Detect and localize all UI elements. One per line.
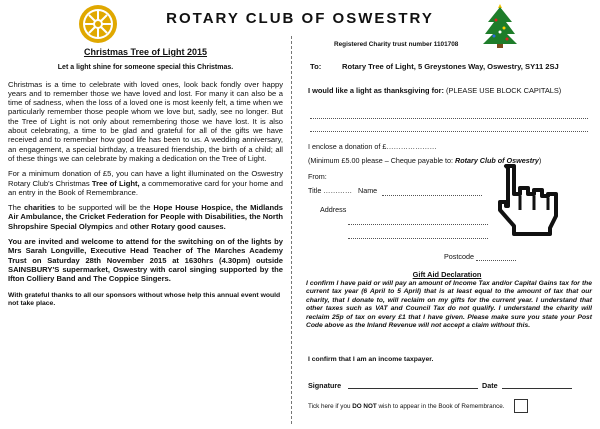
charities-paragraph: The charities to be supported will be the Hope House Hospice, the Midlands Air Ambulance, the Cricket Federation for People with Disabilities, the North Shropshire Special Olympics and other Rotary good causes. <box>8 203 283 231</box>
gift-aid-text: I confirm I have paid or will pay an amount of Income Tax and/or Capital Gains tax for the current tax year (6 April to 5 April) that is at least equal to the amount of tax that our charity, that I donate to, will reclaim on my gifts for the current year. I understand that other taxes such as VAT and Council Tax do not qualify. I understand the charity will reclaim 25p of tax on every £1 that I have given. Please make sure you state your Post Code above as the Inland Revenue will not accept a claim without this. <box>306 280 592 330</box>
charity-number: Registered Charity trust number 1101708 <box>334 41 459 48</box>
minimum-donation-note: (Minimum £5.00 please – Cheque payable to: Rotary Club of Oswestry) <box>308 156 542 165</box>
address-label: Address <box>320 205 347 214</box>
to-address: Rotary Tree of Light, 5 Greystones Way, Oswestry, SY11 2SJ <box>342 62 559 71</box>
gift-aid-title: Gift Aid Declaration <box>412 270 482 279</box>
donation-form <box>298 0 596 429</box>
remembrance-opt-out-label: Tick here if you DO NOT wish to appear in the Book of Remembrance. <box>308 403 505 410</box>
to-label: To: <box>310 62 322 71</box>
name-label: Name <box>358 186 378 195</box>
information-column <box>8 48 283 315</box>
date-label: Date <box>482 381 498 390</box>
postcode-label: Postcode <box>444 252 474 261</box>
leaflet-title: Christmas Tree of Light 2015 <box>83 47 208 57</box>
title-field[interactable]: Title ………… <box>308 186 353 195</box>
switch-on-paragraph: You are invited and welcome to attend for the switching on of the lights by Mrs Sarah Longville, Executive Head Teacher of The Marches Academy Trust on Saturday 28th November 2015 at 1630hrs (4.30pm) outside SAINSBURY'S supermarket, Oswestry with carol singing supported by the Ifton Colliery Band and The Coppice Singers. <box>8 237 283 284</box>
date-field[interactable] <box>502 388 572 389</box>
thanksgiving-line-2[interactable] <box>310 131 588 132</box>
address-field-2[interactable] <box>348 238 488 239</box>
donation-paragraph: For a minimum donation of £5, you can have a light illuminated on the Oswestry Rotary Club's Christmas Tree of Light, a commemorative card for your home and an entry in the Book of Remembrance. <box>8 169 283 197</box>
thanks-paragraph: With grateful thanks to all our sponsors without whose help this annual event would not take place. <box>8 291 281 308</box>
taxpayer-confirmation: I confirm that I am an income taxpayer. <box>308 356 434 363</box>
from-label: From: <box>308 172 327 181</box>
thanksgiving-line-1[interactable] <box>310 118 588 119</box>
signature-label: Signature <box>308 381 342 390</box>
tear-off-divider <box>291 36 292 424</box>
postcode-field[interactable] <box>476 260 516 261</box>
address-field-1[interactable] <box>348 224 488 225</box>
name-field[interactable] <box>382 195 482 196</box>
pointing-hand-icon <box>494 164 564 238</box>
donation-amount-field[interactable]: I enclose a donation of £………………… <box>308 142 437 151</box>
intro-paragraph: Christmas is a time to celebrate with loved ones, look back fondly over happy years and to remember those we have loved and lost. For many it can also be a time of sadness, when the loss of a loved one is most keenly felt, a time when we particularly remember those people whom we love but, sadly, see no longer. But the Tree of Light is not only about remembering those we have lost. It is also about celebrating, a time to be glad and grateful for all of the gifts we have received and to remember how good life has been to us. A wedding anniversary, an engagement, a special birthday, a treasured friendship, the birth of a child; all of these things we can celebrate by making a dedication on the Tree of Light. <box>8 79 283 163</box>
remembrance-opt-out-checkbox[interactable] <box>514 399 528 413</box>
page-title: ROTARY CLUB OF OSWESTRY <box>166 10 434 27</box>
leaflet-subtitle: Let a light shine for someone special this Christmas. <box>57 64 234 72</box>
thanksgiving-label: I would like a light as thanksgiving for: (PLEASE USE BLOCK CAPITALS) <box>308 86 562 95</box>
signature-field[interactable] <box>348 388 478 389</box>
